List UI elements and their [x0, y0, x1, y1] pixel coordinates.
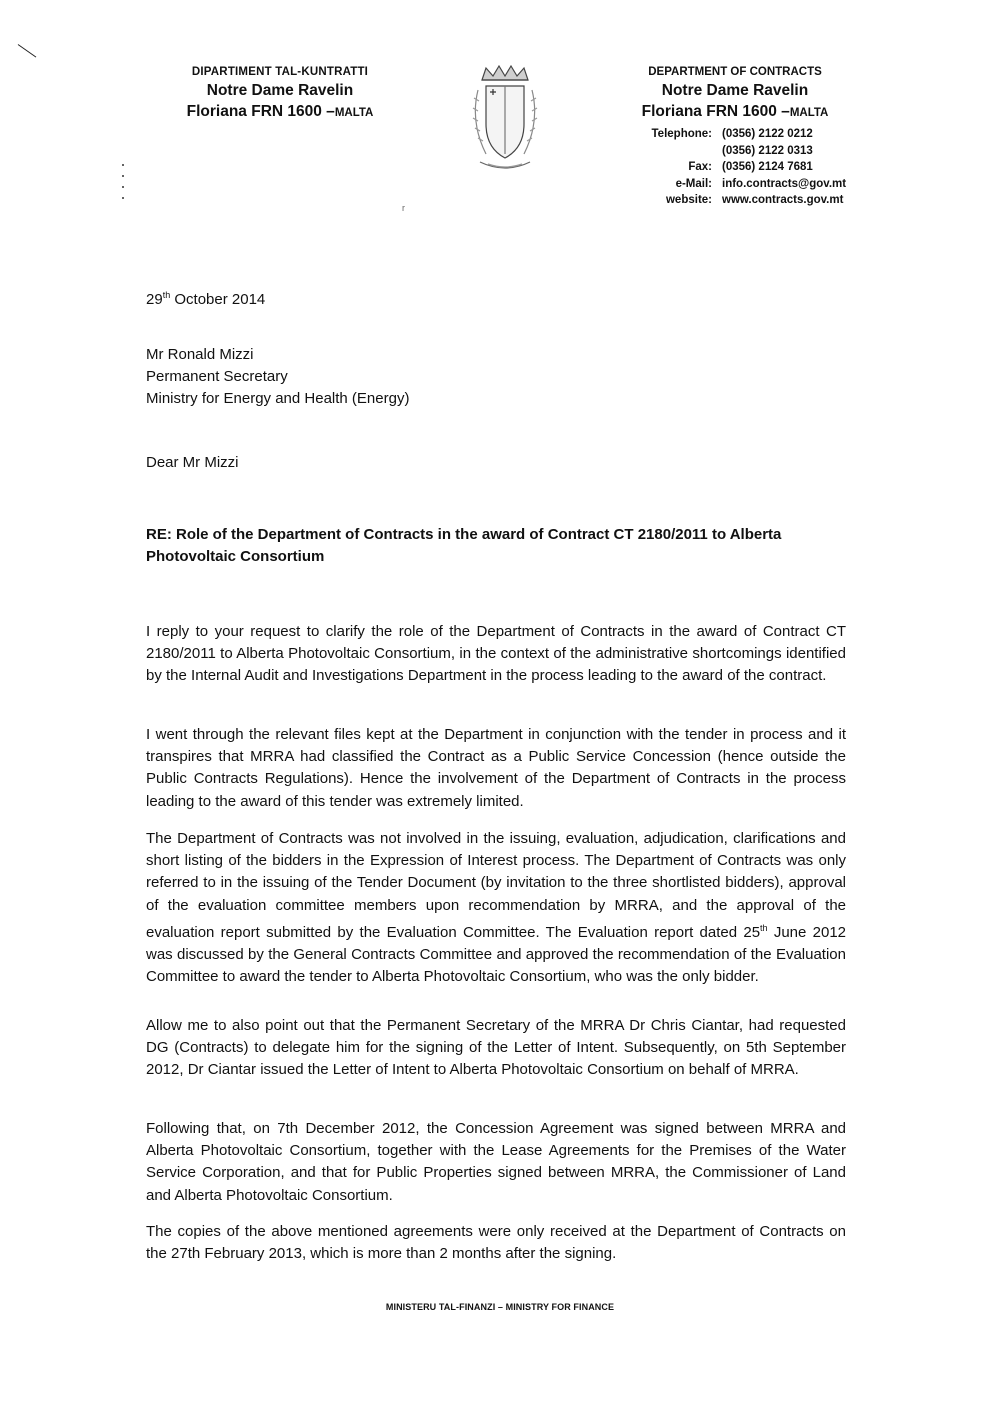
contact-details — [620, 126, 850, 209]
paragraph-2: I went through the relevant files kept at the Department in conjunction with the tender in process and it transpires that MRRA had classified the Contract as a Public Service Concession (hence outside the Public Contracts Regulations). Hence the involvement of the Department of Contracts in the process leading to the award of this tender was extremely limited. — [146, 726, 846, 810]
subject-line: RE: Role of the Department of Contracts in the award of Contract CT 2180/2011 to Alberta Photovoltaic Consortium — [146, 526, 782, 566]
contact-row — [620, 192, 850, 209]
paragraph-1: I reply to your request to clarify the role of the Department of Contracts in the award of Contract CT 2180/2011 to Alberta Photovoltaic Consortium, in the context of the administrative shortcomings identified by the Internal Audit and Investigations Department in the process leading to the award of the contract. — [146, 623, 846, 685]
coat-of-arms-icon — [466, 62, 544, 180]
contact-label: website: — [665, 194, 712, 206]
city-line-en — [610, 103, 860, 121]
contact-row — [620, 159, 850, 176]
addressee-title: Permanent Secretary — [146, 368, 288, 386]
scan-mark — [18, 44, 37, 57]
email-address: info.contracts@gov.mt — [722, 177, 847, 190]
telephone-2: (0356) 2122 0313 — [722, 144, 813, 157]
city-line-mt — [150, 103, 410, 121]
city-en: Floriana FRN 1600 – — [641, 103, 790, 120]
contact-label: Fax: — [688, 161, 712, 173]
punch-marks — [120, 164, 126, 208]
date-suffix: th — [162, 290, 171, 300]
salutation: Dear Mr Mizzi — [146, 454, 239, 471]
date-day: 29 — [146, 291, 163, 308]
contact-label: Telephone: — [651, 128, 712, 140]
letter-date — [146, 284, 846, 311]
paragraph-4: Allow me to also point out that the Permanent Secretary of the MRRA Dr Chris Ciantar, had requested DG (Contracts) to delegate him for the signing of the Letter of Intent. Subsequently, on 5th September 2012, Dr Ciantar issued the Letter of Intent to Alberta Photovoltaic Consortium on behalf of MRRA. — [146, 1017, 846, 1079]
paragraph-6: The copies of the above mentioned agreements were only received at the Department of Contracts on the 27th February 2013, which is more than 2 months after the signing. — [146, 1223, 846, 1263]
fax-number: (0356) 2124 7681 — [722, 161, 813, 173]
letterhead-maltese — [150, 66, 410, 121]
paragraph-3-text-end: June 2012 was discussed by the General Contracts Committee and approved the recommendation of the Evaluation Committee to award the tender to Alberta Photovoltaic Consortium, who was the only bidder. — [146, 923, 847, 986]
building-name-en: Notre Dame Ravelin — [661, 82, 809, 99]
contact-row — [620, 143, 850, 160]
letterhead-english — [610, 66, 860, 121]
country-en: MALTA — [789, 107, 829, 119]
telephone-1: (0356) 2122 0212 — [722, 128, 813, 140]
contact-row — [620, 126, 850, 143]
date-rest: October 2014 — [170, 291, 266, 308]
addressee-ministry: Ministry for Energy and Health (Energy) — [146, 390, 410, 408]
scan-artifact: r — [402, 203, 405, 213]
addressee-name: Mr Ronald Mizzi — [146, 346, 254, 363]
website-url: www.contracts.gov.mt — [722, 194, 844, 206]
paragraph-3 — [146, 828, 846, 988]
contact-label — [620, 143, 722, 160]
department-name-en: DEPARTMENT OF CONTRACTS — [648, 66, 822, 78]
contact-row — [620, 176, 850, 193]
paragraph-3-sup: th — [760, 922, 768, 933]
paragraph-3-text: The Department of Contracts was not involved in the issuing, evaluation, adjudication, clarifications and short listing of the bidders in the Expression of Interest process. The Department of Contracts was only referred to in the issuing of the Tender Document (by invitation to the three shortlisted bidders), approval of the evaluation committee members upon recommendation by MRRA, and the approval of the evaluation report submitted by the Evaluation Committee. The Evaluation report dated 25 — [146, 830, 846, 941]
addressee-block — [146, 344, 846, 411]
paragraph-5: Following that, on 7th December 2012, the Concession Agreement was signed between MRRA and Alberta Photovoltaic Consortium, together with the Lease Agreements for the Premises of the Water Service Corporation, and that for Public Properties signed between MRRA, the Commissioner of Land and Alberta Photovoltaic Consortium. — [146, 1120, 846, 1204]
country-mt: MALTA — [334, 107, 374, 119]
department-name-mt: DIPARTIMENT TAL-KUNTRATTI — [191, 66, 369, 78]
ministry-footer: MINISTERU TAL-FINANZI – MINISTRY FOR FINANCE — [385, 1302, 615, 1312]
building-name-mt: Notre Dame Ravelin — [206, 82, 354, 99]
contact-label: e-Mail: — [675, 177, 712, 190]
city-mt: Floriana FRN 1600 – — [186, 103, 335, 120]
